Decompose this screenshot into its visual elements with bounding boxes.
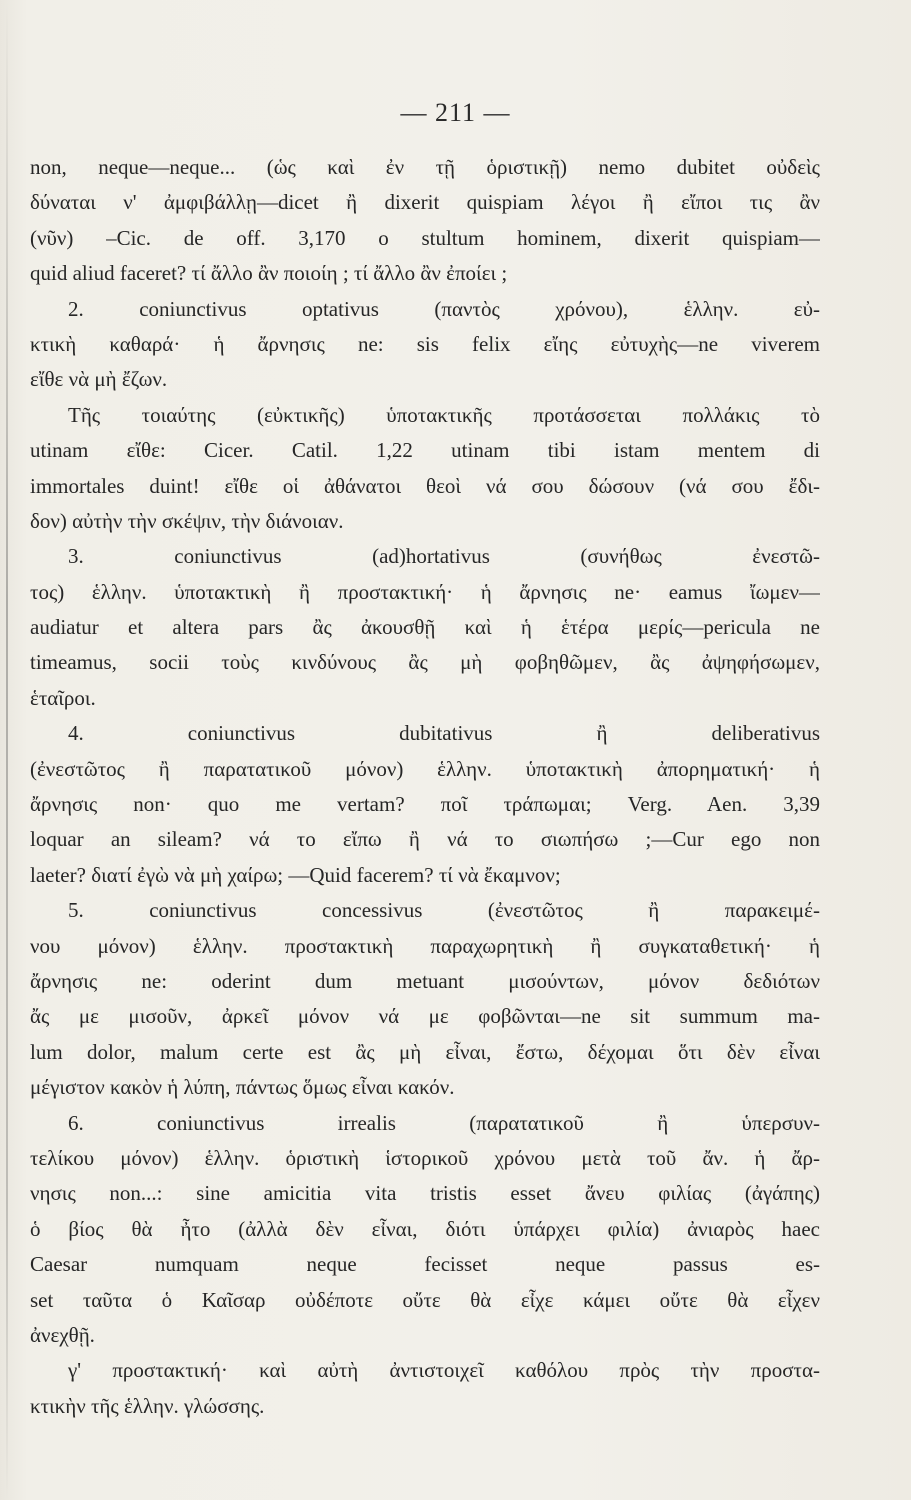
text-body — [30, 150, 820, 1424]
text-line: (ἐνεστῶτος ἢ παρατατικοῦ μόνον) ἑλλην. ὑποτακτικὴ ἀπορηματική· ἡ — [30, 756, 820, 781]
text-line: ἄρνησις non· quo me vertam? ποῖ τράπωμαι; Verg. Aen. 3,39 — [30, 792, 820, 817]
text-line: ἑταῖροι. — [30, 685, 96, 710]
text-line: lum dolor, malum certe est ἂς μὴ εἶναι, ἔστω, δέχομαι ὅτι δὲν εἶναι — [30, 1039, 820, 1064]
text-line: κτικὴν τῆς ἑλλην. γλώσσης. — [30, 1393, 265, 1418]
text-line: ὁ βίος θὰ ἦτο (ἀλλὰ δὲν εἶναι, διότι ὑπάρχει φιλία) ἀνιαρὸς haec — [30, 1216, 820, 1241]
text-line: δον) αὐτὴν τὴν σκέψιν, τὴν διάνοιαν. — [30, 508, 344, 533]
text-line: κτικὴ καθαρά· ἡ ἄρνησις ne: sis felix εἴης εὐτυχὴς—ne viverem — [30, 331, 820, 356]
text-line: εἴθε νὰ μὴ ἔζων. — [30, 367, 168, 392]
text-line: νου μόνον) ἑλλην. προστακτικὴ παραχωρητικὴ ἢ συγκαταθετική· ἡ — [30, 933, 820, 958]
text-line: γ' προστακτική· καὶ αὐτὴ ἀντιστοιχεῖ καθόλου πρὸς τὴν προστα- — [68, 1358, 820, 1383]
text-line: laeter? διατί ἐγὼ νὰ μὴ χαίρω; —Quid facerem? τί νὰ ἔκαμνον; — [30, 862, 561, 887]
text-line: 5. coniunctivus concessivus (ἐνεστῶτος ἢ παρακειμέ- — [68, 898, 820, 923]
text-line: δύναται ν' ἀμφιβάλλῃ—dicet ἢ dixerit quispiam λέγοι ἢ εἴποι τις ἂν — [30, 190, 820, 215]
text-line: timeamus, socii τοὺς κινδύνους ἂς μὴ φοβηθῶμεν, ἂς ἀψηφήσωμεν, — [30, 650, 820, 675]
text-line: ἄς με μισοῦν, ἀρκεῖ μόνον νά με φοβῶνται—ne sit summum ma- — [30, 1004, 820, 1029]
text-line: loquar an sileam? νά το εἴπω ἢ νά το σιωπήσω ;—Cur ego non — [30, 827, 820, 852]
text-line: νησις non...: sine amicitia vita tristis esset ἄνευ φιλίας (ἀγάπης) — [30, 1181, 820, 1206]
text-line: utinam εἴθε: Cicer. Catil. 1,22 utinam tibi istam mentem di — [30, 438, 820, 463]
text-line: τος) ἑλλην. ὑποτακτικὴ ἢ προστακτική· ἡ ἄρνησις ne· eamus ἴωμεν— — [30, 579, 820, 604]
text-line: audiatur et altera pars ἂς ἀκουσθῇ καὶ ἡ ἑτέρα μερίς—pericula ne — [30, 615, 820, 640]
text-line: 2. coniunctivus optativus (παντὸς χρόνου), ἑλλην. εὐ- — [68, 296, 820, 321]
text-line: immortales duint! εἴθε οἱ ἀθάνατοι θεοὶ νά σου δώσουν (νά σου ἔδι- — [30, 473, 820, 498]
page-number: — 211 — — [400, 98, 511, 127]
text-line: 3. coniunctivus (ad)hortativus (συνήθως ἐνεστῶ- — [68, 544, 820, 569]
binding-gutter — [6, 0, 8, 1500]
text-line: μέγιστον κακὸν ἡ λύπη, πάντως ὅμως εἶναι κακόν. — [30, 1075, 455, 1100]
text-line: Τῆς τοιαύτης (εὐκτικῆς) ὑποτακτικῆς προτάσσεται πολλάκις τὸ — [68, 402, 820, 427]
text-line: quid aliud faceret? τί ἄλλο ἂν ποιοίη ; τί ἄλλο ἂν ἐποίει ; — [30, 261, 508, 286]
text-line: 6. coniunctivus irrealis (παρατατικοῦ ἢ ὑπερσυν- — [68, 1110, 820, 1135]
text-line: set ταῦτα ὁ Καῖσαρ οὐδέποτε οὔτε θὰ εἶχε κάμει οὔτε θὰ εἶχεν — [30, 1287, 820, 1312]
text-line: non, neque—neque... (ὡς καὶ ἐν τῇ ὁριστικῇ) nemo dubitet οὐδεὶς — [30, 155, 820, 179]
text-line: Caesar numquam neque fecisset neque passus es- — [30, 1252, 820, 1277]
text-line: ἀνεχθῇ. — [30, 1322, 95, 1347]
text-line: 4. coniunctivus dubitativus ἢ deliberativus — [68, 721, 820, 746]
text-line: τελίκου μόνον) ἑλλην. ὁριστικὴ ἱστορικοῦ χρόνου μετὰ τοῦ ἄν. ἡ ἄρ- — [30, 1145, 820, 1170]
text-line: ἄρνησις ne: oderint dum metuant μισούντων, μόνον δεδιότων — [30, 968, 820, 993]
text-line: (νῦν) –Cic. de off. 3,170 o stultum hominem, dixerit quispiam— — [30, 225, 820, 250]
